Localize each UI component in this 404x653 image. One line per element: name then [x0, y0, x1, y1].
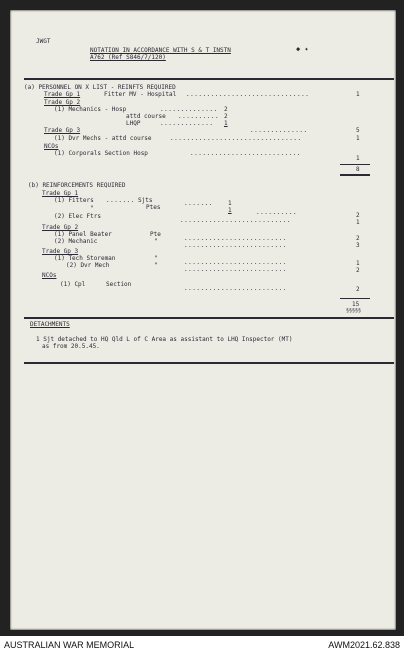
section-a-title: (a) PERSONNEL ON X LIST - REINFTS REQUIRED: [24, 84, 176, 91]
bottom-divider: [24, 362, 394, 364]
detachments-title: DETACHMENTS: [30, 321, 70, 328]
a-mech-hosp-qty: 2: [224, 106, 228, 113]
a-trade-gp2: Trade Gp 2: [44, 99, 81, 106]
a-lhqp-qty: 1: [224, 120, 228, 127]
footer-institution: AUSTRALIAN WAR MEMORIAL: [4, 640, 135, 650]
b-sjts-label: Sjts: [138, 197, 153, 204]
section-b-title: (b) REINFORCEMENTS REQUIRED: [28, 182, 126, 189]
b-elec-label: (2) Elec Ftrs: [54, 213, 101, 220]
a-gp2-total: 5: [356, 127, 360, 134]
leader-dots: ................................: [170, 135, 302, 142]
a-dvr-mechs-qty: 1: [356, 135, 360, 142]
b-trade-gp2: Trade Gp 2: [42, 224, 79, 231]
footer-accession-number: AWM2021.62.838: [328, 640, 400, 650]
a-total: 8: [356, 166, 360, 173]
b-dvr-qty: 2: [356, 267, 360, 274]
a-fitter-qty: 1: [356, 91, 360, 98]
b-mechanic-qty: 3: [356, 242, 360, 249]
b-total-strike-mark: §§§§§: [346, 308, 362, 314]
reference-code: JWGT: [36, 38, 51, 45]
b-panel-qty: 2: [356, 235, 360, 242]
b-ptes-qty: 1: [228, 207, 232, 214]
a-trade-gp1: Trade Gp 1: [44, 91, 81, 98]
leader-dots: .............: [160, 120, 214, 127]
leader-dots: .......: [184, 200, 213, 207]
detachments-line-1: 1 Sjt detached to HQ Qld L of C Area as assistant to LHQ Inspector (MT): [36, 336, 293, 343]
a-mechanics-label: (1) Mechanics - Hosp: [54, 106, 127, 113]
leader-dots: .......: [106, 197, 135, 204]
leader-dots: ..........: [178, 113, 220, 120]
archive-footer: [0, 636, 404, 653]
leader-dots: .........................: [184, 285, 287, 292]
b-ptes-label: Ptes: [146, 204, 161, 211]
leader-dots: ..............: [160, 106, 218, 113]
ink-mark: ◆ ✦: [296, 45, 309, 53]
a-fitter-label: Fitter MV - Hospital: [104, 91, 177, 98]
leader-dots: .........................: [184, 235, 287, 242]
b-ncos: NCOs: [42, 272, 57, 279]
a-corporals-label: (1) Corporals Section Hosp: [54, 150, 148, 157]
leader-dots: .........................: [184, 242, 287, 249]
detachments-line-2: as from 20.5.45.: [42, 343, 100, 350]
b-cpl-qty: 2: [356, 286, 360, 293]
b-cpl-label: (1) Cpl: [60, 281, 86, 288]
leader-dots: .........................: [184, 266, 287, 273]
document-page: [10, 10, 396, 630]
b-trade-gp1: Trade Gp 1: [42, 190, 79, 197]
leader-dots: ...........................: [190, 150, 302, 157]
b-panel-label: (1) Panel Beater: [54, 231, 112, 238]
ditto-mark: ": [154, 238, 158, 245]
a-attd-course-qty: 2: [224, 113, 228, 120]
a-attd-course-label: attd course: [126, 113, 166, 120]
total-double-rule: [340, 174, 370, 176]
b-trade-gp3: Trade Gp 3: [42, 248, 79, 255]
b-sjts-qty: 1: [228, 200, 232, 207]
leader-dots: ...........................: [180, 217, 292, 224]
a-corporals-qty: 1: [356, 155, 360, 162]
ditto-mark: ": [90, 205, 94, 212]
top-divider: [24, 78, 394, 80]
b-section-label: Section: [106, 281, 132, 288]
a-ncos: NCOs: [44, 143, 59, 150]
a-lhqp-label: LHQP: [126, 120, 141, 127]
b-tech-label: (1) Tech Storeman: [54, 255, 116, 262]
b-fitters-label: (1) Fitters: [54, 197, 94, 204]
middle-divider: [24, 317, 394, 319]
a-trade-gp3: Trade Gp 3: [44, 127, 81, 134]
b-panel-rank: Pte: [150, 231, 161, 238]
b-dvr-label: (2) Dvr Mech: [66, 262, 110, 269]
b-elec-qty: 1: [356, 219, 360, 226]
total-rule: [340, 164, 370, 165]
b-tech-qty: 1: [356, 260, 360, 267]
leader-dots: ..............................: [186, 91, 310, 98]
heading-line-1: NOTATION IN ACCORDANCE WITH S & T INSTN: [90, 47, 231, 54]
ditto-mark: ": [154, 262, 158, 269]
b-fitters-qty: 2: [356, 212, 360, 219]
leader-dots: .........................: [184, 259, 287, 266]
b-mechanic-label: (2) Mechanic: [54, 238, 98, 245]
heading-line-2: A762 (Ref S846/7/120): [90, 54, 166, 61]
b-total: 15: [352, 301, 360, 308]
a-dvr-mechs-label: (1) Dvr Mechs - attd course: [54, 135, 152, 142]
total-rule: [340, 298, 370, 299]
ditto-mark: ": [154, 255, 158, 262]
leader-dots: ..........: [256, 209, 298, 216]
leader-dots: ..............: [250, 127, 308, 134]
